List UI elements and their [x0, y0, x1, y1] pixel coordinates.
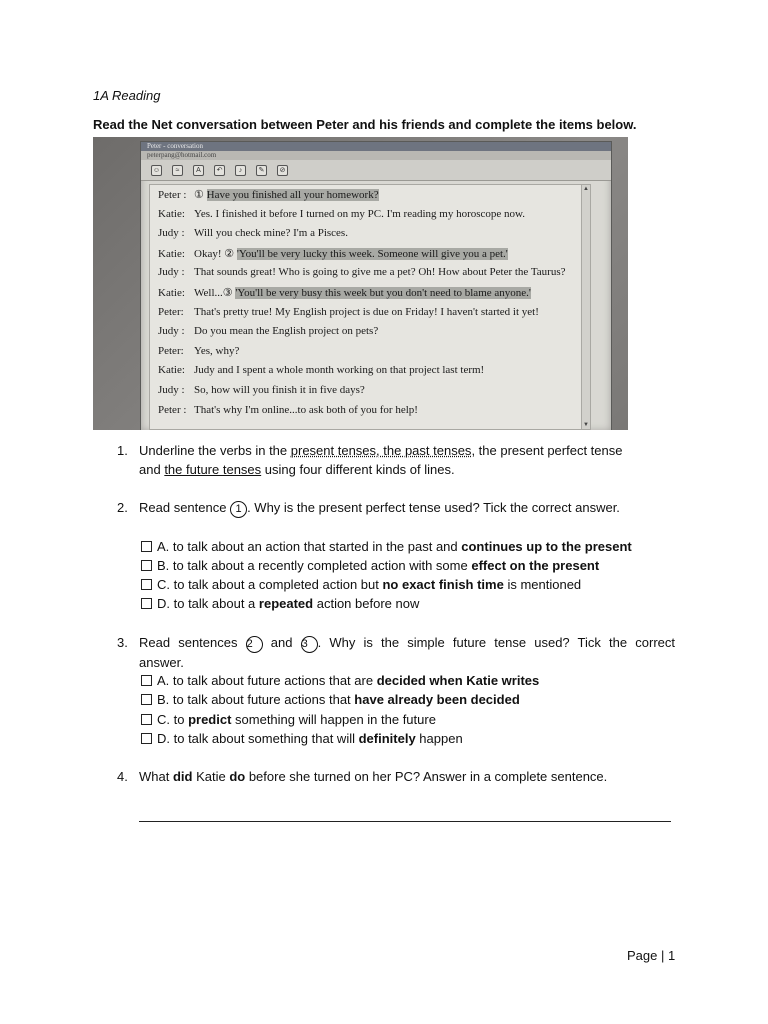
- chat-message: [158, 325, 378, 337]
- paint-icon: ✎: [256, 165, 267, 176]
- q2-option-d[interactable]: D. to talk about a repeated action before now: [141, 594, 419, 613]
- checkbox[interactable]: [141, 541, 152, 552]
- chat-toolbar: [141, 160, 611, 181]
- undo-icon: ↶: [214, 165, 225, 176]
- question-2: [117, 498, 675, 518]
- scroll-up-icon[interactable]: ▲: [583, 186, 589, 192]
- question-text: What did Katie do before she turned on her PC? Answer in a complete sentence.: [139, 769, 608, 784]
- question-text: Read sentences 2 and 3 . Why is the simple future tense used? Tick the correct answer.: [139, 635, 675, 670]
- chat-message: [158, 208, 525, 220]
- window-title: Peter - conversation: [141, 142, 611, 151]
- question-number: 1.: [117, 443, 128, 458]
- chat-text: So, how will you finish it in five days?: [194, 384, 365, 396]
- question-1: [117, 441, 675, 479]
- chat-speaker: Peter:: [158, 344, 184, 357]
- chat-speaker: Peter :: [158, 403, 187, 416]
- sentence-marker-1: 1: [230, 501, 247, 518]
- q3-option-b[interactable]: B. to talk about future actions that have already been decided: [141, 690, 520, 709]
- scroll-down-icon[interactable]: ▼: [583, 422, 589, 428]
- chat-message: [158, 266, 566, 278]
- checkbox[interactable]: [141, 675, 152, 686]
- chat-message: [158, 227, 348, 239]
- chat-message: [158, 345, 239, 357]
- chat-speaker: Judy :: [158, 227, 185, 240]
- nudge-icon: ≈: [172, 165, 183, 176]
- q3-option-d[interactable]: D. to talk about something that will definitely happen: [141, 729, 463, 748]
- chat-window: [140, 141, 612, 430]
- chat-speaker: Katie:: [158, 247, 185, 260]
- block-icon: ⊘: [277, 165, 288, 176]
- q3-option-c[interactable]: C. to predict something will happen in the future: [141, 710, 436, 729]
- chat-message: [158, 188, 379, 201]
- chat-message: [158, 306, 539, 318]
- q2-option-a[interactable]: A. to talk about an action that started in the past and continues up to the present: [141, 537, 632, 556]
- checkbox[interactable]: [141, 733, 152, 744]
- chat-text: Yes, why?: [194, 344, 240, 357]
- question-text: Read sentence 1 . Why is the present perfect tense used? Tick the correct answer.: [139, 498, 675, 518]
- question-number: 3.: [117, 635, 128, 650]
- q3-option-a[interactable]: A. to talk about future actions that are decided when Katie writes: [141, 671, 539, 690]
- chat-text: That sounds great! Who is going to give me a pet? Oh! How about Peter the Taurus?: [194, 266, 566, 279]
- chat-message: [158, 364, 484, 376]
- chat-speaker: Judy :: [158, 384, 185, 396]
- checkbox[interactable]: [141, 694, 152, 705]
- chat-message: [158, 384, 365, 396]
- checkbox[interactable]: [141, 579, 152, 590]
- question-4: [117, 767, 675, 786]
- chat-screenshot-photo: [93, 137, 628, 430]
- question-3: [117, 633, 675, 672]
- answer-line[interactable]: [139, 821, 671, 822]
- chat-text: That's why I'm online...to ask both of you for help!: [194, 403, 418, 416]
- q2-option-c[interactable]: C. to talk about a completed action but no exact finish time is mentioned: [141, 575, 581, 594]
- checkbox[interactable]: [141, 714, 152, 725]
- chat-speaker: Katie:: [158, 287, 185, 299]
- font-icon: A: [193, 165, 204, 176]
- question-number: 4.: [117, 769, 128, 784]
- q2-option-b[interactable]: B. to talk about a recently completed action with some effect on the present: [141, 556, 599, 575]
- chat-message: [158, 247, 508, 260]
- chat-text: Well...③: [194, 287, 236, 299]
- section-heading: 1A Reading: [93, 88, 161, 103]
- checkbox[interactable]: [141, 560, 152, 571]
- sentence-marker-2: 2: [246, 636, 263, 653]
- chat-scrollbar[interactable]: [581, 185, 590, 429]
- instruction-text: Read the Net conversation between Peter and his friends and complete the items below.: [93, 117, 637, 132]
- chat-message: [158, 286, 531, 299]
- checkbox[interactable]: [141, 598, 152, 609]
- chat-highlighted-sentence: Have you finished all your homework?: [206, 189, 379, 201]
- smiley-icon: ☺: [152, 166, 161, 174]
- chat-speaker: Judy :: [158, 266, 185, 279]
- chat-highlighted-sentence: 'You'll be very busy this week but you don't need to blame anyone.': [235, 287, 531, 299]
- chat-highlighted-sentence: 'You'll be very lucky this week. Someone will give you a pet.': [236, 247, 508, 260]
- chat-text: Yes. I finished it before I turned on my PC. I'm reading my horoscope now.: [194, 207, 526, 220]
- question-text: Underline the verbs in the present tenses, the past tenses, the present perfect tense and the future tenses using four different kinds of lines.: [139, 443, 623, 477]
- chat-text: Do you mean the English project on pets?: [194, 325, 379, 338]
- window-email: peterpang@hotmail.com: [141, 151, 611, 160]
- chat-text: That's pretty true! My English project is due on Friday! I haven't started it yet!: [194, 305, 539, 318]
- chat-text: Okay! ②: [194, 247, 237, 260]
- chat-message: [158, 404, 418, 416]
- chat-speaker: Judy :: [158, 325, 185, 338]
- chat-text: Will you check mine? I'm a Pisces.: [194, 227, 348, 240]
- chat-speaker: Katie:: [158, 364, 185, 377]
- voice-icon: ♪: [235, 165, 246, 176]
- sentence-marker-3: 3: [301, 636, 318, 653]
- chat-transcript: [149, 184, 591, 430]
- question-number: 2.: [117, 500, 128, 515]
- chat-text: ①: [194, 189, 207, 201]
- page-number: Page | 1: [627, 948, 676, 963]
- chat-speaker: Peter :: [158, 189, 187, 201]
- chat-speaker: Katie:: [158, 207, 185, 220]
- chat-text: Judy and I spent a whole month working on that project last term!: [194, 364, 485, 377]
- chat-speaker: Peter:: [158, 305, 184, 318]
